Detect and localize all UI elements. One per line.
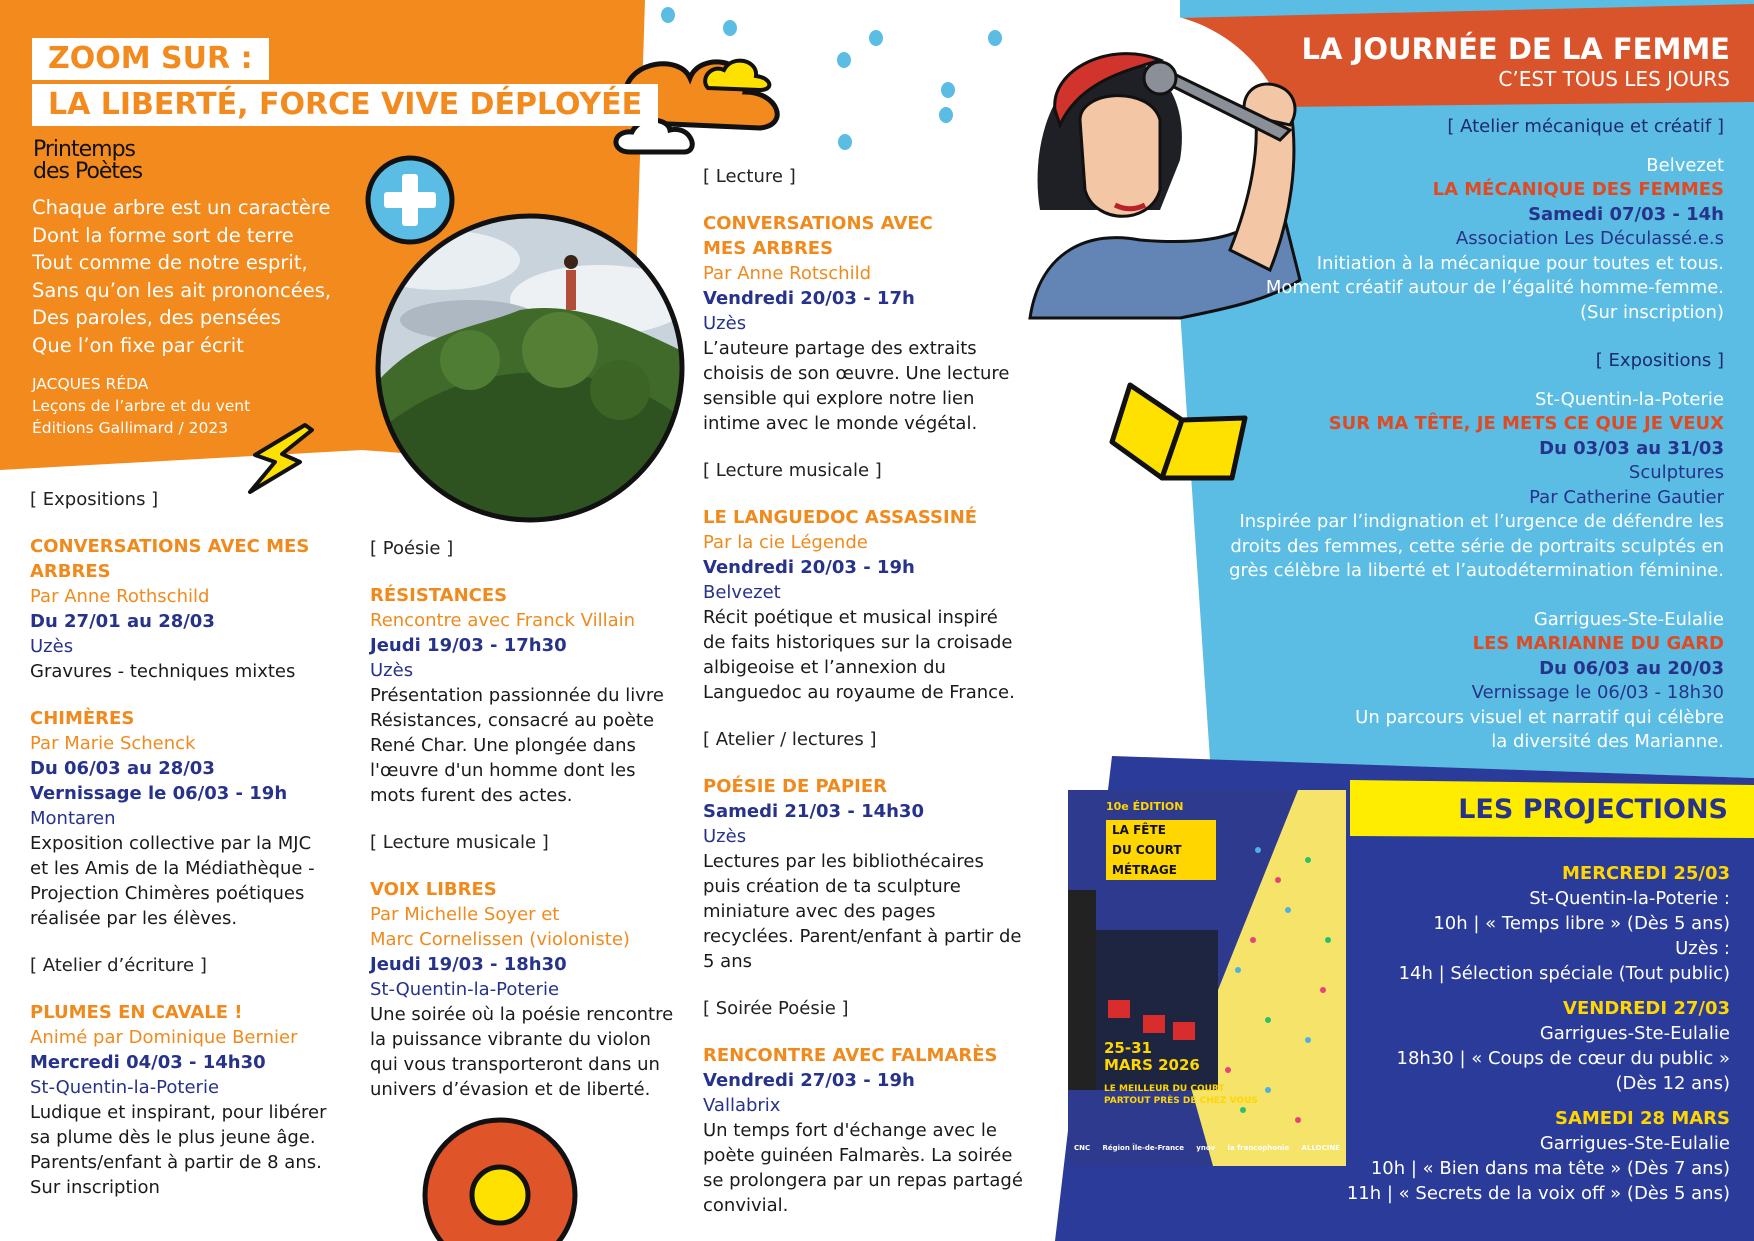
event-author: Par la cie Légende bbox=[703, 532, 868, 553]
event-description: Lectures par les bibliothécaires puis création de ta sculpture miniature avec des pages recyclées. Parent/enfant à partir de 5 ans bbox=[703, 851, 1022, 972]
event-date: Jeudi 19/03 - 17h30 bbox=[370, 635, 567, 656]
projection-day: SAMEDI 28 MARS bbox=[1555, 1108, 1730, 1129]
category-label: [ Lecture musicale ] bbox=[370, 832, 549, 853]
poster-tagline-line: PARTOUT PRÈS DE CHEZ VOUS bbox=[1104, 1096, 1258, 1106]
zoom-title-line1: ZOOM SUR : bbox=[32, 38, 269, 80]
event-card bbox=[703, 1043, 1023, 1218]
poem-line: Chaque arbre est un caractère bbox=[32, 196, 331, 219]
event-title: CONVERSATIONS AVEC MES ARBRES bbox=[703, 213, 933, 259]
event-author: Rencontre avec Franck Villain bbox=[370, 610, 636, 631]
poster-logo: la francophonie bbox=[1227, 1144, 1290, 1152]
event-date: Samedi 21/03 - 14h30 bbox=[703, 801, 924, 822]
category-label: [ Atelier / lectures ] bbox=[703, 729, 877, 750]
poem-author: JACQUES RÉDA bbox=[32, 375, 149, 393]
category-label: [ Atelier d’écriture ] bbox=[30, 955, 207, 976]
category-label: [ Soirée Poésie ] bbox=[703, 998, 849, 1019]
femme-subtitle: C’EST TOUS LES JOURS bbox=[1498, 67, 1730, 91]
poem bbox=[32, 194, 331, 439]
event-date: Vendredi 27/03 - 19h bbox=[703, 1070, 915, 1091]
poem-publisher: Éditions Gallimard / 2023 bbox=[32, 419, 229, 437]
event-title: RENCONTRE AVEC FALMARÈS bbox=[703, 1045, 998, 1066]
event-place: Montaren bbox=[30, 808, 116, 829]
category-label: [ Atelier mécanique et créatif ] bbox=[1447, 116, 1724, 137]
column-lectures bbox=[703, 164, 1023, 1218]
event-date: Jeudi 19/03 - 18h30 bbox=[370, 954, 567, 975]
projection-line: Uzès : bbox=[1675, 938, 1730, 959]
event-description: Ludique et inspirant, pour libérer sa plume dès le plus jeune âge. Parents/enfant à partir de 8 ans. Sur inscription bbox=[30, 1102, 327, 1198]
event-title: LE LANGUEDOC ASSASSINÉ bbox=[703, 507, 978, 528]
projection-line: 11h | « Secrets de la voix off » (Dès 5 ans) bbox=[1346, 1183, 1730, 1204]
projection-line: Garrigues-Ste-Eulalie bbox=[1539, 1023, 1730, 1044]
column-poesie bbox=[370, 536, 680, 1102]
event-title: CONVERSATIONS AVEC MES ARBRES bbox=[30, 536, 310, 582]
event-kind: Sculptures bbox=[1628, 462, 1724, 483]
poem-line: Sans qu’on les ait prononcées, bbox=[32, 278, 332, 302]
event-date: Du 03/03 au 31/03 bbox=[1539, 437, 1724, 459]
printemps-des-poetes-logo bbox=[33, 139, 142, 183]
poster-logo: Région Île-de-France bbox=[1102, 1144, 1184, 1152]
event-place: St-Quentin-la-Poterie bbox=[370, 979, 560, 1000]
poster-dates-line: 25-31 bbox=[1104, 1039, 1152, 1057]
event-place: Uzès bbox=[30, 636, 74, 657]
projection-line: St-Quentin-la-Poterie : bbox=[1529, 888, 1730, 909]
event-vernissage: Vernissage le 06/03 - 19h bbox=[30, 783, 288, 804]
event-date: Samedi 07/03 - 14h bbox=[1528, 203, 1724, 225]
event-title: CHIMÈRES bbox=[30, 708, 135, 729]
category-label: [ Lecture musicale ] bbox=[703, 460, 882, 481]
poster-logo: CNC bbox=[1074, 1144, 1091, 1152]
event-place: St-Quentin-la-Poterie bbox=[1534, 388, 1724, 410]
event-author: Marc Cornelissen (violoniste) bbox=[370, 929, 630, 950]
event-card bbox=[703, 505, 1023, 705]
event-place: Vallabrix bbox=[703, 1095, 781, 1116]
poster-edition: 10e ÉDITION bbox=[1106, 800, 1184, 813]
event-title: RÉSISTANCES bbox=[370, 585, 508, 606]
event-title: VOIX LIBRES bbox=[370, 879, 497, 900]
event-place: Belvezet bbox=[1646, 154, 1724, 176]
projection-line: 10h | « Temps libre » (Dès 5 ans) bbox=[1433, 913, 1730, 934]
event-card bbox=[703, 211, 1023, 436]
event-description: Présentation passionnée du livre Résistances, consacré au poète René Char. Une plongée dans l'œuvre d'un homme dont les mots furent des actes. bbox=[370, 685, 664, 806]
event-description: L’auteure partage des extraits choisis de son œuvre. Une lecture sensible qui explore notre lien intime avec le monde végétal. bbox=[703, 338, 1010, 434]
event-description: Moment créatif autour de l’égalité homme-femme. bbox=[1265, 277, 1724, 298]
event-author: Par Catherine Gautier bbox=[1529, 486, 1724, 508]
event-description: Exposition collective par la MJC et les Amis de la Médiathèque - Projection Chimères poétiques réalisée par les élèves. bbox=[30, 833, 315, 929]
zoom-title-line2: LA LIBERTÉ, FORCE VIVE DÉPLOYÉE bbox=[32, 84, 658, 126]
event-title: LES MARIANNE DU GARD bbox=[1472, 633, 1724, 654]
event-description: grès célèbre la liberté et l’autodétermination féminine. bbox=[1229, 560, 1724, 581]
poster-title-line: MÉTRAGE bbox=[1112, 863, 1177, 877]
event-date: Vendredi 20/03 - 19h bbox=[703, 557, 915, 578]
event-organizer: Association Les Déculassé.e.s bbox=[1455, 228, 1724, 249]
event-title: PLUMES EN CAVALE ! bbox=[30, 1002, 243, 1023]
event-place: Garrigues-Ste-Eulalie bbox=[1533, 608, 1724, 630]
poster-logos bbox=[1074, 1144, 1340, 1152]
event-place: Belvezet bbox=[703, 582, 781, 603]
poem-line: Des paroles, des pensées bbox=[32, 306, 281, 329]
event-description: Un temps fort d'échange avec le poète guinéen Falmarès. La soirée se prolongera par un repas partagé convivial. bbox=[703, 1120, 1023, 1216]
femme-title: LA JOURNÉE DE LA FEMME bbox=[1301, 32, 1730, 66]
event-author: Par Anne Rotschild bbox=[703, 263, 872, 284]
event-title: LA MÉCANIQUE DES FEMMES bbox=[1432, 179, 1724, 200]
event-description: Un parcours visuel et narratif qui célèbre bbox=[1355, 706, 1724, 728]
poster-tagline-line: LE MEILLEUR DU COURT bbox=[1104, 1084, 1225, 1094]
event-place: St-Quentin-la-Poterie bbox=[30, 1077, 220, 1098]
event-card bbox=[703, 774, 1023, 974]
event-description: Gravures - techniques mixtes bbox=[30, 661, 296, 682]
projection-line: 18h30 | « Coups de cœur du public » bbox=[1396, 1048, 1730, 1069]
event-place: Uzès bbox=[370, 660, 414, 681]
event-description: Inspirée par l’indignation et l’urgence de défendre les bbox=[1239, 511, 1724, 532]
poster-title-line: DU COURT bbox=[1112, 843, 1182, 857]
event-description: Une soirée où la poésie rencontre la puissance vibrante du violon qui vous transporteront dans un univers d’évasion et de liberté. bbox=[370, 1004, 674, 1100]
projections-list bbox=[1330, 861, 1730, 1206]
logo-line: Printemps bbox=[33, 137, 135, 162]
event-card bbox=[30, 706, 330, 931]
event-date: Mercredi 04/03 - 14h30 bbox=[30, 1052, 266, 1073]
poster-title bbox=[1106, 820, 1216, 880]
event-card bbox=[30, 1000, 330, 1200]
category-label: [ Lecture ] bbox=[703, 166, 796, 187]
poem-line: Tout comme de notre esprit, bbox=[32, 251, 308, 274]
event-description: droits des femmes, cette série de portraits sculptés en bbox=[1230, 535, 1724, 557]
projection-line: Garrigues-Ste-Eulalie bbox=[1539, 1133, 1730, 1154]
poster-title-line: LA FÊTE bbox=[1112, 823, 1166, 837]
event-place: Uzès bbox=[703, 313, 747, 334]
event-description: Récit poétique et musical inspiré de faits historiques sur la croisade albigeoise et l’annexion du Languedoc au royaume de France. bbox=[703, 607, 1015, 703]
logo-line: des Poètes bbox=[33, 159, 143, 184]
event-author: Animé par Dominique Bernier bbox=[30, 1027, 298, 1048]
poster-logo: ynov bbox=[1196, 1144, 1216, 1152]
event-author: Par Michelle Soyer et bbox=[370, 904, 560, 925]
event-card bbox=[370, 877, 680, 1102]
event-author: Par Marie Schenck bbox=[30, 733, 196, 754]
plus-icon bbox=[368, 158, 452, 242]
event-card bbox=[370, 583, 680, 808]
event-date: Vendredi 20/03 - 17h bbox=[703, 288, 915, 309]
projection-day: MERCREDI 25/03 bbox=[1561, 863, 1730, 884]
event-description: Initiation à la mécanique pour toutes et tous. bbox=[1316, 252, 1724, 274]
poem-book: Leçons de l’arbre et du vent bbox=[32, 397, 251, 415]
category-label: [ Poésie ] bbox=[370, 538, 454, 559]
zoom-heading bbox=[32, 38, 658, 126]
event-place: Uzès bbox=[703, 826, 747, 847]
poster-dates-line: MARS 2026 bbox=[1104, 1056, 1200, 1074]
projections-title bbox=[1458, 792, 1728, 828]
event-date: Du 27/01 au 28/03 bbox=[30, 611, 215, 632]
projection-line: (Dès 12 ans) bbox=[1615, 1073, 1730, 1094]
event-author: Par Anne Rothschild bbox=[30, 586, 210, 607]
event-description: la diversité des Marianne. bbox=[1491, 731, 1724, 752]
category-label: [ Expositions ] bbox=[30, 489, 159, 510]
poem-line: Dont la forme sort de terre bbox=[32, 223, 294, 247]
target-icon bbox=[425, 1120, 575, 1241]
poster-logo: ALLOCINÉ bbox=[1301, 1144, 1340, 1152]
poem-line: Que l’on fixe par écrit bbox=[32, 333, 244, 357]
event-date: Du 06/03 au 28/03 bbox=[30, 758, 215, 779]
event-vernissage: Vernissage le 06/03 - 18h30 bbox=[1471, 682, 1724, 703]
projections-heading: LES PROJECTIONS bbox=[1458, 794, 1728, 825]
festival-poster bbox=[1068, 790, 1346, 1166]
poster-tagline bbox=[1104, 1083, 1258, 1107]
projection-line: 10h | « Bien dans ma tête » (Dès 7 ans) bbox=[1370, 1158, 1730, 1179]
projection-day: VENDREDI 27/03 bbox=[1563, 998, 1730, 1019]
event-description: (Sur inscription) bbox=[1580, 301, 1724, 323]
event-title: POÉSIE DE PAPIER bbox=[703, 776, 888, 797]
column-expositions bbox=[30, 487, 330, 1200]
event-date: Du 06/03 au 20/03 bbox=[1539, 657, 1724, 679]
femme-program bbox=[1164, 115, 1724, 755]
event-card bbox=[30, 534, 330, 684]
category-label: [ Expositions ] bbox=[1595, 350, 1724, 371]
event-title: SUR MA TÊTE, JE METS CE QUE JE VEUX bbox=[1328, 413, 1724, 434]
femme-header bbox=[1302, 32, 1730, 92]
projection-line: 14h | Sélection spéciale (Tout public) bbox=[1398, 963, 1730, 984]
poster-dates bbox=[1104, 1040, 1200, 1074]
